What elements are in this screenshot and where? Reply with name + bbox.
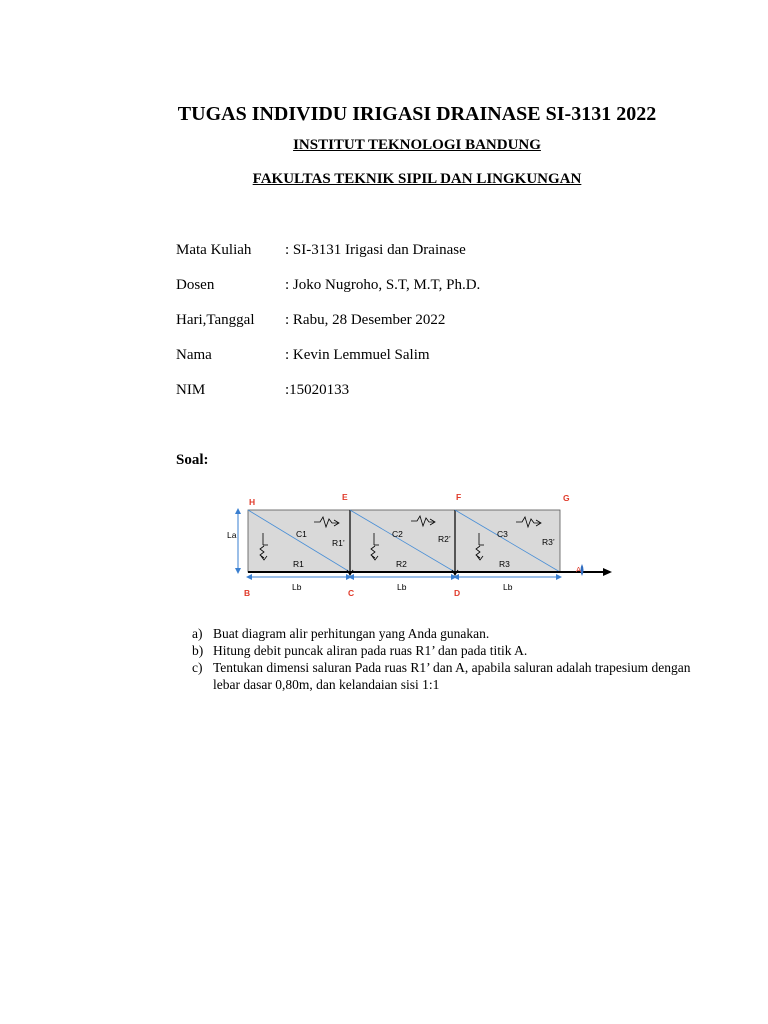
info-value: : Kevin Lemmuel Salim xyxy=(285,347,430,363)
point-label-f: F xyxy=(456,492,462,502)
width-label: Lb xyxy=(503,582,513,592)
info-value: : Joko Nugroho, S.T, M.T, Ph.D. xyxy=(285,277,481,293)
info-value: : Rabu, 28 Desember 2022 xyxy=(285,312,446,328)
institution-name: INSTITUT TEKNOLOGI BANDUNG xyxy=(293,137,541,153)
question-list xyxy=(192,625,692,693)
dimension-arrow-icon xyxy=(246,574,252,580)
dimension-arrow-icon xyxy=(556,574,562,580)
point-label-e: E xyxy=(342,492,348,502)
info-label: Mata Kuliah xyxy=(176,242,252,258)
point-label-c: C xyxy=(348,588,355,598)
document-title: TUGAS INDIVIDU IRIGASI DRAINASE SI-3131 2022 xyxy=(177,103,657,125)
question-text: Hitung debit puncak aliran pada ruas R1’ dan pada titik A. xyxy=(213,643,528,658)
info-value: :15020133 xyxy=(285,382,350,398)
reach-label-r1p: R1’ xyxy=(332,538,345,548)
point-label-d: D xyxy=(454,588,461,598)
point-label-h: H xyxy=(249,497,256,507)
point-label-g: G xyxy=(563,493,570,503)
outlet-label: A xyxy=(576,565,582,574)
question-item-b xyxy=(192,642,692,659)
reach-label-r1: R1 xyxy=(293,559,304,569)
width-label: Lb xyxy=(397,582,407,592)
question-text: Buat diagram alir perhitungan yang Anda gunakan. xyxy=(213,626,490,641)
info-label: Nama xyxy=(176,347,212,363)
info-label: Dosen xyxy=(176,277,215,293)
width-label: Lb xyxy=(292,582,302,592)
reach-label-r3p: R3’ xyxy=(542,537,555,547)
channel-arrow-icon xyxy=(603,568,612,576)
dimension-arrow-icon xyxy=(235,508,241,514)
dimension-arrow-icon xyxy=(453,574,459,580)
catchment-label-c2: C2 xyxy=(392,529,403,539)
soal-heading: Soal: xyxy=(176,452,209,468)
reach-label-r3: R3 xyxy=(499,559,510,569)
dimension-arrow-icon xyxy=(348,574,354,580)
dimension-arrow-icon xyxy=(235,568,241,574)
question-mark: a) xyxy=(192,626,203,641)
info-label: NIM xyxy=(176,382,206,398)
catchment-label-c3: C3 xyxy=(497,529,508,539)
faculty-name: FAKULTAS TEKNIK SIPIL DAN LINGKUNGAN xyxy=(252,171,582,187)
height-label: La xyxy=(227,530,237,540)
info-value: : SI-3131 Irigasi dan Drainase xyxy=(285,242,466,258)
question-mark: c) xyxy=(192,660,203,675)
catchment-diagram xyxy=(220,490,620,608)
info-label: Hari,Tanggal xyxy=(176,312,255,328)
question-item-c xyxy=(192,659,692,693)
question-text: Tentukan dimensi saluran Pada ruas R1’ dan A, apabila saluran adalah trapesium dengan lebar dasar 0,80m, dan kelandaian sisi 1:1 xyxy=(213,660,691,692)
point-label-b: B xyxy=(244,588,251,598)
catchment-label-c1: C1 xyxy=(296,529,307,539)
question-item-a xyxy=(192,625,692,642)
question-mark: b) xyxy=(192,643,204,658)
reach-label-r2: R2 xyxy=(396,559,407,569)
reach-label-r2p: R2’ xyxy=(438,534,451,544)
